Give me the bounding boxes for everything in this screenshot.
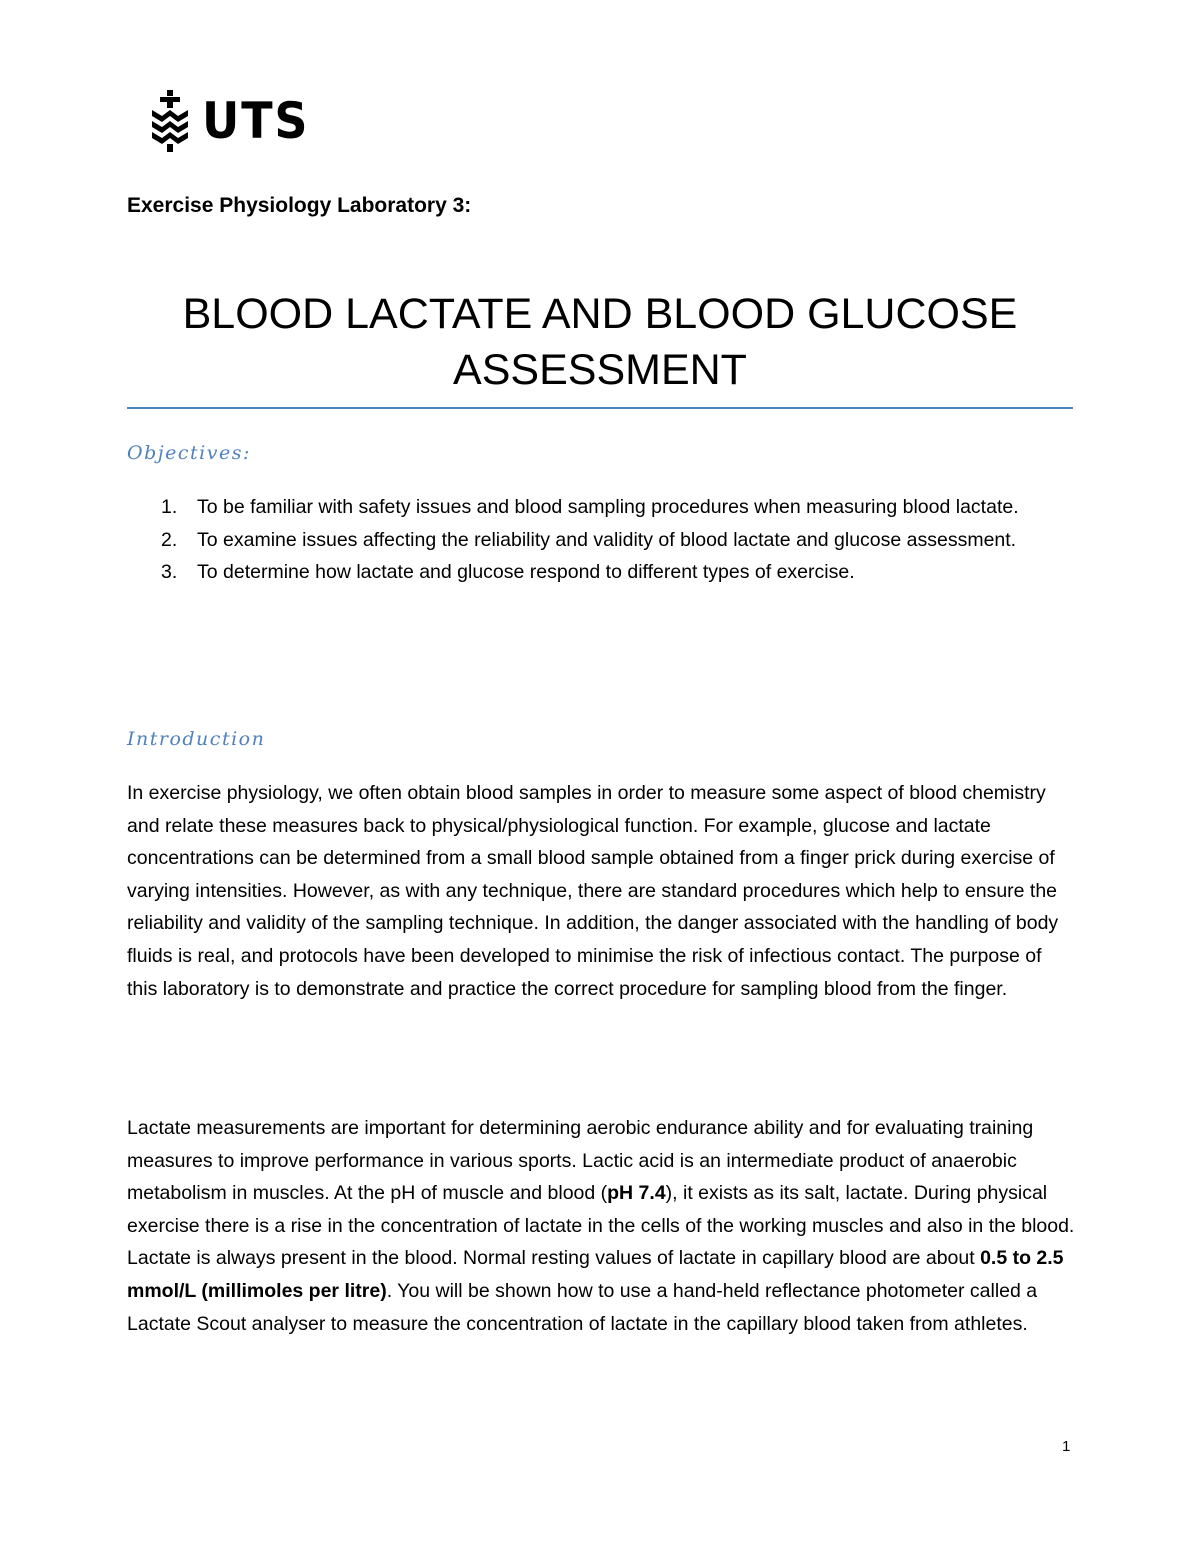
list-item-text: To be familiar with safety issues and blood sampling procedures when measuring blood lactate. [197, 496, 1019, 518]
paragraph-text: . You will be shown how to use a hand-held reflectance photometer called a Lactate Scout analyser to measure the concentration of lactate in the capillary blood taken from athletes. [127, 1279, 1038, 1335]
list-item [127, 491, 1073, 524]
lactate-paragraph [127, 1112, 1077, 1340]
paragraph-text: ), it exists as its salt, lactate. During physical exercise there is a rise in the concentration of lactate in the cells of the working muscles and also in the blood. Lactate is always present in the blood. Normal resting values of lactate in capillary blood are about [127, 1182, 1075, 1270]
introduction-paragraph: In exercise physiology, we often obtain blood samples in order to measure some aspect of blood chemistry and relate these measures back to physical/physiological function. For example, glucose and lactate concentrations can be determined from a small blood sample obtained from a finger prick during exercise of varying intensities. However, as with any technique, there are standard procedures which help to ensure the reliability and validity of the sampling technique. In addition, the danger associated with the handling of body fluids is real, and protocols have been developed to minimise the risk of infectious contact. The purpose of this laboratory is to demonstrate and practice the correct procedure for sampling blood from the finger. [127, 782, 1059, 1000]
ph-value: pH 7.4 [607, 1182, 666, 1205]
page-number: 1 [1062, 1438, 1071, 1455]
list-item-number: 2. [161, 528, 178, 551]
list-item [127, 556, 1073, 589]
introduction-heading: Introduction [127, 728, 266, 750]
objectives-heading: Objectives: [127, 442, 251, 464]
lactate-range: 0.5 to 2.5 mmol/L (millimoles per litre) [127, 1247, 1064, 1302]
logo-wordmark: UTS [202, 92, 310, 150]
title-divider [127, 407, 1073, 409]
title-line-2: ASSESSMENT [453, 346, 747, 394]
uts-logo [148, 90, 319, 152]
title-line-1: BLOOD LACTATE AND BLOOD GLUCOSE [182, 290, 1018, 338]
paragraph-text: Lactate measurements are important for determining aerobic endurance ability and for evaluating training measures to improve performance in various sports. Lactic acid is an intermediate product of anaerobic metabolism in muscles. At the pH of muscle and blood ( [127, 1117, 1034, 1205]
page-title [127, 286, 1073, 398]
list-item-number: 3. [161, 561, 178, 583]
uts-crest-icon [148, 90, 192, 152]
list-item-text: To determine how lactate and glucose respond to different types of exercise. [197, 561, 855, 583]
list-item [127, 524, 1073, 557]
objectives-list [127, 491, 1073, 589]
list-item-number: 1. [161, 496, 178, 518]
lab-label: Exercise Physiology Laboratory 3: [127, 194, 472, 217]
list-item-text: To examine issues affecting the reliability and validity of blood lactate and glucose assessment. [197, 528, 1017, 551]
